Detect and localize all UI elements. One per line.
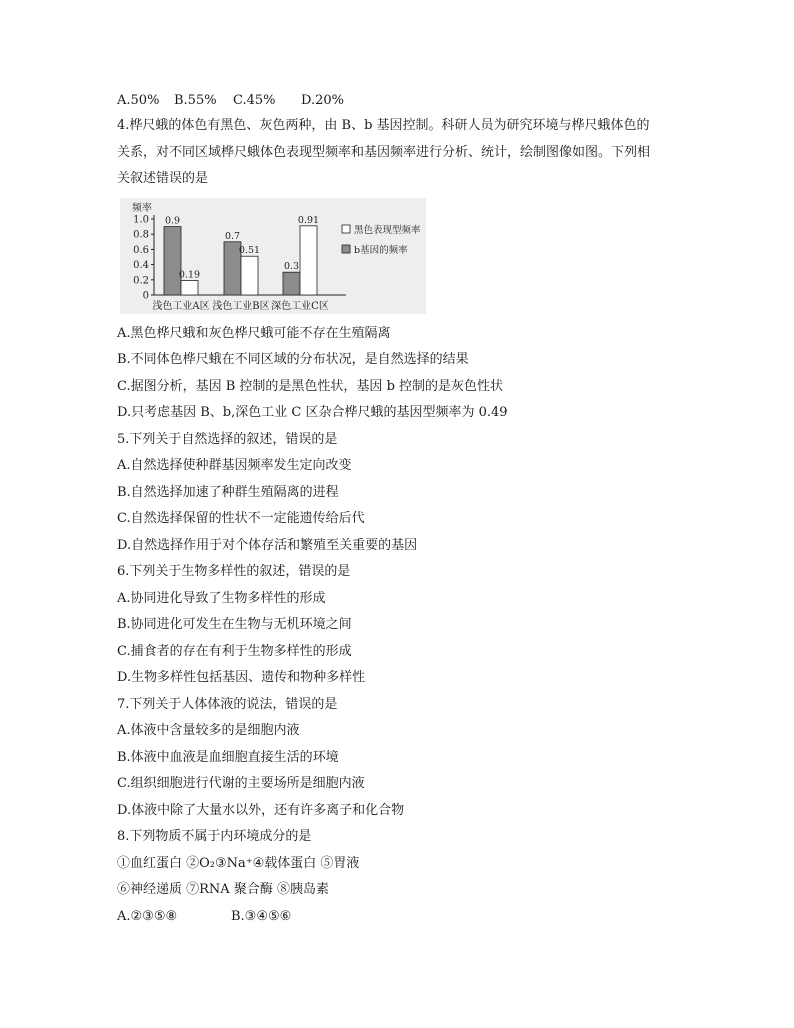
q4-option-b: B.不同体色桦尺蛾在不同区域的分布状况，是自然选择的结果 [117,352,469,367]
q4-option-c: C.据图分析，基因 B 控制的是黑色性状，基因 b 控制的是灰色性状 [117,379,504,394]
x-tick-label: 浅色工业B区 [212,301,270,312]
y-tick-label: 0 [142,290,149,302]
bar-black-phenotype [181,281,198,295]
q3-option-b: B.55% [174,93,217,108]
x-tick-label: 深色工业C区 [271,301,329,312]
bar-value-label: 0.3 [283,261,300,273]
y-tick-label: 0.4 [133,260,149,272]
q3-option-c: C.45% [233,93,276,108]
q5-option-a: A.自然选择使种群基因频率发生定向改变 [117,458,352,473]
q8-option-a: A.②③⑤⑧ [117,909,178,924]
y-tick-label: 1.0 [133,214,149,226]
q7-option-d: D.体液中除了大量水以外，还有许多离子和化合物 [117,803,405,818]
q7-option-b: B.体液中血液是血细胞直接生活的环境 [117,750,339,765]
q4-stem-line-1: 4.桦尺蛾的体色有黑色、灰色两种，由 B、b 基因控制。科研人员为研究环境与桦尺蛾体色的 [117,118,650,133]
chart-svg [120,198,426,314]
bar-value-label: 0.51 [238,245,261,257]
q4-option-d: D.只考虑基因 B、b,深色工业 C 区杂合桦尺蛾的基因型频率为 0.49 [117,405,508,420]
bar-value-label: 0.19 [178,269,201,281]
bar-value-label: 0.7 [224,230,241,242]
q4-option-a: A.黑色桦尺蛾和灰色桦尺蛾可能不存在生殖隔离 [117,326,391,341]
q6-option-b: B.协同进化可发生在生物与无机环境之间 [117,617,352,632]
q6-stem: 6.下列关于生物多样性的叙述，错误的是 [117,564,351,579]
q6-option-d: D.生物多样性包括基因、遗传和物种多样性 [117,670,366,685]
q5-option-c: C.自然选择保留的性状不一定能遗传给后代 [117,511,365,526]
legend-swatch [342,245,350,253]
q7-option-a: A.体液中含量较多的是细胞内液 [117,723,300,738]
q5-stem: 5.下列关于自然选择的叙述，错误的是 [117,432,338,447]
y-tick-label: 0.8 [133,229,149,241]
q8-option-b: B.③④⑤⑥ [231,909,292,924]
bar-black-phenotype [300,226,317,295]
q8-options [117,908,291,926]
q3-option-d: D.20% [301,93,344,108]
bar-value-label: 0.91 [297,214,320,226]
bar-value-label: 0.9 [164,215,181,227]
q7-stem: 7.下列关于人体体液的说法，错误的是 [117,697,338,712]
q5-option-b: B.自然选择加速了种群生殖隔离的进程 [117,485,339,500]
frequency-bar-chart [120,198,426,314]
y-tick-label: 0.2 [133,275,149,287]
x-tick-label: 浅色工业A区 [152,301,210,312]
legend-label: b基因的频率 [354,245,408,256]
legend-label: 黑色表现型频率 [354,225,421,236]
legend-swatch [342,225,350,233]
q8-items-line-2: ⑥神经递质 ⑦RNA 聚合酶 ⑧胰岛素 [117,882,329,897]
bar-b-gene [164,227,181,295]
q6-option-a: A.协同进化导致了生物多样性的形成 [117,591,326,606]
bar-b-gene [283,272,300,295]
q6-option-c: C.捕食者的存在有利于生物多样性的形成 [117,644,352,659]
q8-items-line-1: ①血红蛋白 ②O₂③Na⁺④载体蛋白 ⑤胃液 [117,856,360,871]
q3-option-a: A.50% [117,93,160,108]
q5-option-d: D.自然选择作用于对个体存活和繁殖至关重要的基因 [117,538,418,553]
y-axis-label: 频率 [132,203,152,214]
q4-stem-line-2: 关系，对不同区域桦尺蛾体色表现型频率和基因频率进行分析、统计，绘制图像如图。下列相 [117,145,651,160]
bar-black-phenotype [241,256,258,295]
q7-option-c: C.组织细胞进行代谢的主要场所是细胞内液 [117,776,365,791]
q4-stem-line-3: 关叙述错误的是 [117,171,209,186]
q8-stem: 8.下列物质不属于内环境成分的是 [117,829,312,844]
q3-options [117,92,344,110]
y-tick-label: 0.6 [133,244,149,256]
